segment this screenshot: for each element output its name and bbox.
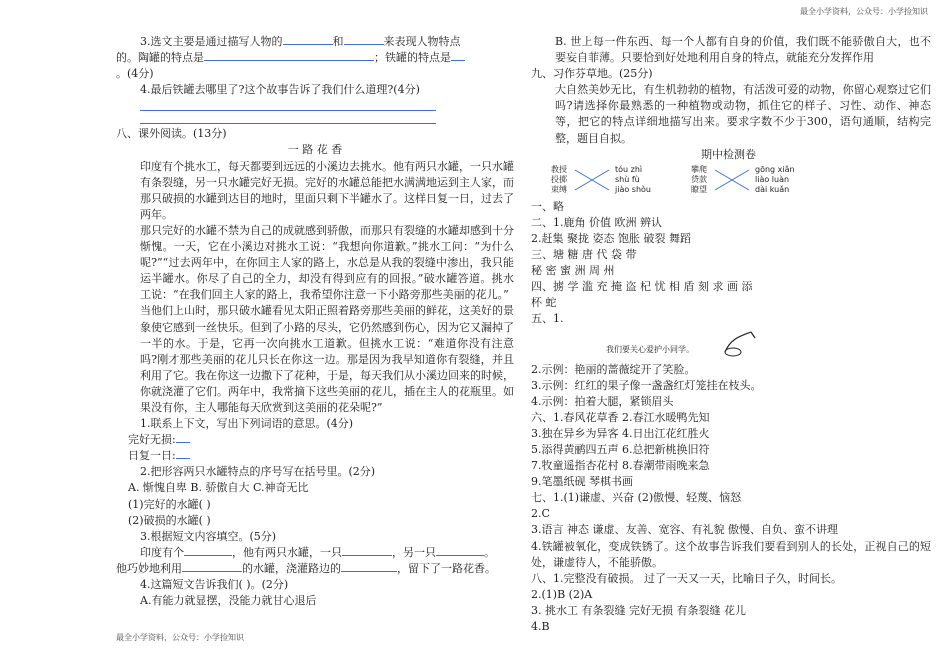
reading-question-1: 1.联系上下文，写出下列词语的意思。(4分) — [140, 417, 354, 431]
essay-prompt: 大自然美妙无比，有生机勃勃的植物，有活泼可爱的动物，你留心观察过它们吗?请选择你最熟悉的一种植物或动物，抓住它的样子、习性、动作、神态等，把它的特点详细地描写出来。要求字数不少于300，语句通顺，结构完整，题目自拟。 — [555, 83, 931, 145]
text: ，留下了一路花香。 — [397, 561, 496, 575]
text: 完好无损: — [128, 433, 176, 447]
text: ，另一只 — [392, 545, 436, 559]
answer-blank[interactable] — [283, 35, 333, 45]
matching-lines-right — [713, 165, 753, 197]
reading-question-3: 3.根据短文内容填空。(5分) — [140, 529, 277, 543]
diagram-right-pinyin — [755, 165, 795, 195]
answer-7-1: 七、1.(1)谦虚、兴奋 (2)傲慢、轻蔑、恼怒 — [531, 491, 742, 505]
text: ；铁罐的特点是 — [374, 51, 451, 65]
passage-paragraph-1: 印度有个挑水工，每天都要到远远的小溪边去挑水。他有两只水罐，一只水罐有条裂缝，另一只水罐完好无损。完好的水罐总能把水满满地运到主人家，而那只破损的水罐到达目的地时，里面只剩下半罐水了。这样日复一日，过去了两年。 — [140, 159, 514, 221]
answer-blank[interactable] — [451, 51, 465, 61]
answer-1: 一、略 — [531, 199, 564, 213]
diagram-word: 攀爬 — [691, 164, 707, 174]
reading-question-2-item-1: (1)完好的水罐( ) — [128, 497, 211, 511]
text: 和 — [332, 35, 344, 48]
question-4: 4.最后铁罐去哪里了?这个故事告诉了我们什么道理?(4分) — [140, 83, 420, 97]
matching-lines-left — [573, 165, 613, 197]
reading-question-4: 4.这篇短文告诉我们( )。(2分) — [140, 578, 289, 591]
diagram-left-pinyin — [615, 165, 651, 195]
passage-paragraph-3: 当他们上山时，那只破水罐看见太阳正照着路旁那些美丽的鲜花，这美好的景象使它感到一丝快乐。但到了小路的尽头，它仍然感到伤心，因为它又漏掉了一半的水。于是，它再一次向挑水工道歉。但挑水工说：“难道你没有注意吗?刚才那些美丽的花儿只长在你这一边。那是因为我早知道你有裂缝，并且利用了它。我在你这一边撒下了花种，于是，每天我们从小溪边回来的时候，你就浇灌了它们。两年中，我常摘下这些美丽的花儿，插在主人的花瓶里。如果没有你，主人哪能每天欣赏到这美丽的花朵呢?” — [140, 304, 514, 414]
text: 日复一日: — [128, 449, 176, 463]
answer-3-2: 秘 密 蜜 洲 周 州 — [531, 264, 615, 278]
answer-blank[interactable] — [342, 546, 392, 556]
answer-5-illustration — [531, 328, 931, 362]
answer-blank[interactable] — [344, 35, 384, 45]
question-3-line2 — [116, 50, 514, 66]
answer-blank[interactable] — [436, 546, 484, 556]
answer-5-1: 五、1. — [531, 312, 564, 326]
reading-question-4-option-b: B. 世上每一件东西、每一个人都有自身的价值，我们既不能骄傲自大，也不要妄自菲薄。只要恰到好处地利用自身的特点，就能充分发挥作用 — [555, 35, 931, 65]
answer-6-3: 3.独在异乡为异客 4.日出江花红胜火 — [531, 426, 710, 440]
answer-line[interactable] — [140, 111, 436, 124]
page-footer: 最全小学资料，公众号：小学捡知识 — [116, 633, 244, 642]
diagram-word: 贷款 — [691, 174, 707, 184]
answer-6-5: 5.添得黄鹂四五声 6.总把新桃换旧符 — [531, 442, 710, 456]
question-3-line1 — [116, 34, 514, 50]
diagram-word: 瞭望 — [691, 184, 707, 194]
diagram-pinyin: jiào shòu — [615, 184, 651, 194]
fill-line-1 — [116, 545, 514, 561]
text: 的。陶罐的特点是 — [116, 51, 204, 65]
word-meaning-2 — [116, 448, 514, 464]
answer-5-4: 4.示例：拍着大腿，紧锁眉头 — [531, 394, 674, 408]
answer-4-2: 杯 蛇 — [531, 296, 557, 310]
answer-5-3: 3.示例：红红的果子像一盏盏红灯笼挂在枝头。 — [531, 378, 762, 392]
answer-key-title: 期中检测卷 — [701, 147, 756, 161]
question-3-points: 。(4分) — [116, 67, 154, 81]
section-9-heading: 九、习作芬草地。(25分) — [531, 67, 653, 81]
answer-2-1: 二、1.鹿角 价值 欧洲 辨认 — [531, 215, 662, 229]
diagram-pinyin: tóu zhì — [615, 164, 643, 174]
section-8-heading: 八、课外阅读。(13分) — [116, 127, 227, 141]
diagram-word: 束缚 — [551, 184, 567, 194]
text: 印度有个 — [140, 545, 184, 559]
answer-7-2: 2.C — [531, 507, 550, 521]
diagram-pinyin: gōng xiǎn — [755, 164, 795, 174]
text: 来表现人物特点 — [383, 35, 461, 48]
diagram-left-words — [551, 165, 567, 195]
answer-7-3: 3.语言 神态 谦虚、友善、宽容、有礼貌 傲慢、自负、蛮不讲理 — [531, 523, 838, 537]
right-column — [531, 34, 931, 635]
matching-diagram — [531, 165, 931, 197]
passage-title: 一 路 花 香 — [287, 143, 343, 157]
answer-5-2: 2.示例：艳丽的蔷薇绽开了笑脸。 — [531, 362, 696, 376]
answer-3-1: 三、塘 糖 唐 代 袋 带 — [531, 248, 637, 262]
answer-4-1: 四、掳 学 滥 充 掩 盗 杞 忧 相 盾 刻 求 画 添 — [531, 280, 753, 294]
text: 的水罐，浇灌路边的 — [242, 561, 341, 575]
text: 3.选文主要是通过描写人物的 — [140, 35, 283, 48]
reading-question-4-option-a: A.有能力就显摆，没能力就甘心退后 — [140, 594, 317, 608]
page-header: 最全小学资料，公众号：小学捡知识 — [800, 7, 928, 16]
answer-line[interactable] — [140, 98, 436, 111]
diagram-pinyin: shù fù — [615, 174, 640, 184]
correction-mark-icon — [721, 328, 761, 358]
text: 。 — [484, 545, 495, 559]
diagram-right-words — [691, 165, 707, 195]
answer-6-1: 六、1.春风花草香 2.春江水暖鸭先知 — [531, 410, 710, 424]
word-meaning-1 — [116, 432, 514, 448]
text: ，他有两只水罐，一只 — [232, 545, 342, 559]
reading-question-2-options: A. 惭愧自卑 B. 骄傲自大 C.神奇无比 — [128, 481, 309, 495]
answer-blank[interactable] — [182, 562, 242, 572]
left-column — [116, 34, 514, 609]
answer-8-3: 3. 挑水工 有条裂缝 完好无损 有条裂缝 花儿 — [531, 603, 746, 617]
answer-8-2: 2.(1)B (2)A — [531, 587, 593, 601]
answer-6-7: 7.牧童遥指杏花村 8.春潮带雨晚来急 — [531, 459, 710, 473]
answer-blank[interactable] — [341, 562, 397, 572]
reading-question-2-item-2: (2)破损的水罐( ) — [128, 513, 211, 527]
answer-6-9: 9.笔墨纸砚 琴棋书画 — [531, 475, 633, 489]
text: 他巧妙地利用 — [116, 561, 182, 575]
answer-blank[interactable] — [176, 449, 190, 459]
answer-2-2: 2.赶集 聚拢 姿态 饱胀 破裂 舞蹈 — [531, 231, 691, 245]
diagram-pinyin: dài kuǎn — [755, 184, 790, 194]
answer-7-4: 4.铁罐被氧化，变成铁锈了。这个故事告诉我们要看到别人的长处，正视自己的短处，谦虚待人，不能骄傲。 — [531, 539, 931, 569]
answer-blank[interactable] — [184, 546, 232, 556]
diagram-pinyin: liào luàn — [755, 174, 790, 184]
diagram-word: 教授 — [551, 164, 567, 174]
fill-line-2 — [116, 561, 514, 577]
diagram-word: 投掷 — [551, 174, 567, 184]
illustration-sentence: 我们要关心爱护小同学。 — [606, 344, 694, 354]
answer-blank[interactable] — [204, 51, 374, 61]
answer-8-4: 4.B — [531, 620, 550, 633]
answer-8-1: 八、1.完整没有破损。 过了一天又一天，比喻日子久，时间长。 — [531, 571, 842, 585]
reading-question-2: 2.把形容两只水罐特点的序号写在括号里。(2分) — [140, 465, 376, 479]
answer-blank[interactable] — [176, 433, 190, 443]
passage-paragraph-2: 那只完好的水罐不禁为自己的成就感到骄傲，而那只有裂缝的水罐却感到十分惭愧。一天，它在小溪边对挑水工说：“我想向你道歉。”挑水工问：“为什么呢?”“过去两年中，在你回主人家的路上，水总是从我的裂缝中渗出，我只能运半罐水。你尽了自己的全力，却没有得到应有的回报。”破水罐答道。挑水工说：“在我们回主人家的路上，我希望你注意一下小路旁那些美丽的花儿。” — [140, 223, 514, 302]
